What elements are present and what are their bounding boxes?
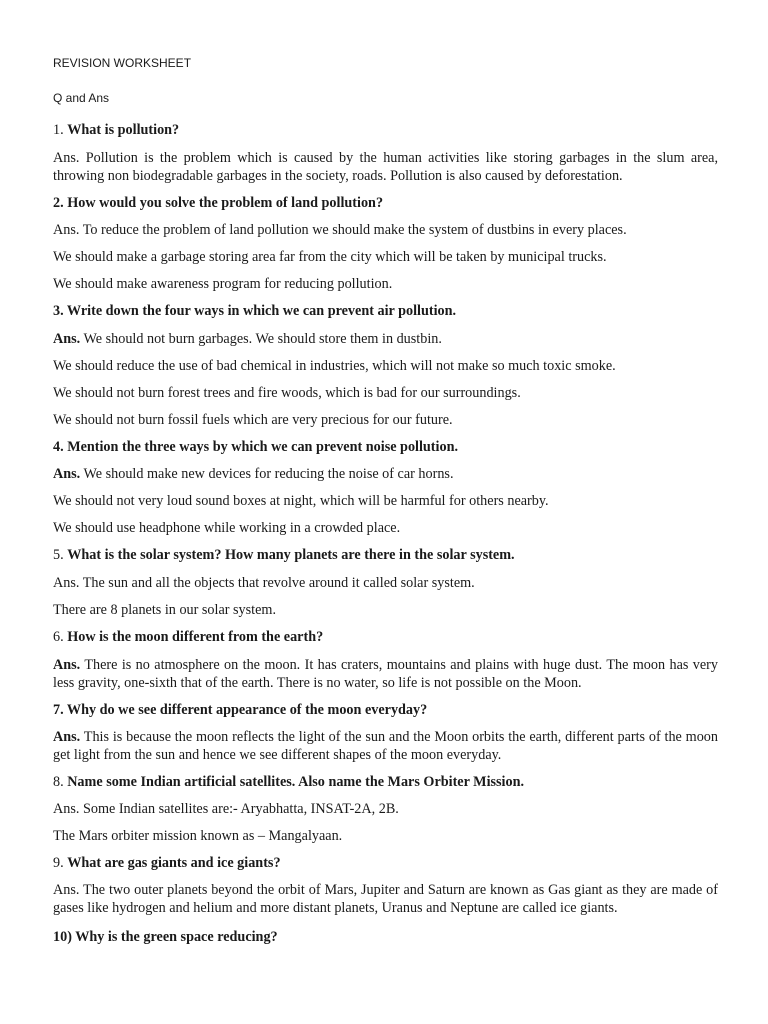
answer-line: The Mars orbiter mission known as – Mangalyaan. (53, 828, 343, 844)
question-5 (53, 546, 515, 564)
answer-line: Ans. The sun and all the objects that revolve around it called solar system. (53, 575, 475, 591)
question-number: 5. (53, 547, 64, 563)
answer-prefix: Ans. (53, 657, 81, 673)
question-3 (53, 302, 456, 320)
question-number: 6. (53, 629, 64, 645)
answer-line: Ans. Some Indian satellites are:- Aryabhatta, INSAT-2A, 2B. (53, 801, 399, 817)
answer-text: There is no atmosphere on the moon. It has craters, mountains and plains with huge dust. The moon has very less gravity, one-sixth that of the earth. There is no water, so life is not possible on the Moon. (53, 657, 718, 691)
answer-line: We should make a garbage storing area far from the city which will be taken by municipal trucks. (53, 249, 607, 265)
worksheet-subtitle: Q and Ans (53, 91, 110, 105)
question-2 (53, 194, 383, 212)
answer-line (53, 465, 454, 483)
answer-text: We should make new devices for reducing the noise of car horns. (80, 466, 454, 482)
question-6 (53, 628, 323, 646)
worksheet-title: REVISION WORKSHEET (53, 56, 192, 70)
question-1 (53, 121, 179, 139)
answer-text: This is because the moon reflects the light of the sun and the Moon orbits the earth, different parts of the moon get light from the sun and hence we see different shapes of the moon everyday. (53, 729, 718, 763)
question-number: 9. (53, 855, 64, 871)
answer-line: We should make awareness program for reducing pollution. (53, 276, 393, 292)
answer-line (53, 330, 442, 348)
question-text: 2. How would you solve the problem of land pollution? (53, 195, 384, 211)
question-text: How is the moon different from the earth? (67, 629, 324, 645)
question-10 (53, 928, 278, 946)
answer-prefix: Ans. (53, 331, 81, 347)
question-number: 1. (53, 122, 64, 138)
answer-prefix: Ans. (53, 466, 81, 482)
question-number: 8. (53, 774, 64, 790)
answer-7 (53, 728, 718, 764)
question-text: What is pollution? (67, 122, 180, 138)
answer-line: We should not very loud sound boxes at night, which will be harmful for others nearby. (53, 493, 549, 509)
answer-line: We should not burn forest trees and fire woods, which is bad for our surroundings. (53, 385, 521, 401)
question-7 (53, 701, 427, 719)
answer-prefix: Ans. (53, 729, 81, 745)
question-text: 7. Why do we see different appearance of the moon everyday? (53, 702, 428, 718)
answer-6 (53, 656, 718, 692)
question-text: 3. Write down the four ways in which we can prevent air pollution. (53, 303, 457, 319)
question-text: 4. Mention the three ways by which we can prevent noise pollution. (53, 439, 459, 455)
question-text: Name some Indian artificial satellites. Also name the Mars Orbiter Mission. (67, 774, 525, 790)
question-4 (53, 438, 458, 456)
answer-1: Ans. Pollution is the problem which is caused by the human activities like storing garbages in the slum area, throwing non biodegradable garbages in the society, roads. Pollution is also caused by deforestation. (53, 150, 718, 184)
question-8 (53, 773, 524, 791)
question-9 (53, 854, 281, 872)
question-text: 10) Why is the green space reducing? (53, 929, 278, 945)
answer-line: There are 8 planets in our solar system. (53, 602, 276, 618)
question-text: What are gas giants and ice giants? (67, 855, 281, 871)
answer-line: We should use headphone while working in a crowded place. (53, 520, 401, 536)
answer-text: We should not burn garbages. We should store them in dustbin. (80, 331, 442, 347)
answer-9: Ans. The two outer planets beyond the orbit of Mars, Jupiter and Saturn are known as Gas giant as they are made of gases like hydrogen and helium and more distant planets, Uranus and Neptune are called ice giants. (53, 882, 718, 916)
answer-line: Ans. To reduce the problem of land pollution we should make the system of dustbins in every places. (53, 222, 627, 238)
answer-line: We should reduce the use of bad chemical in industries, which will not make so much toxic smoke. (53, 358, 616, 374)
question-text: What is the solar system? How many planets are there in the solar system. (67, 547, 515, 563)
answer-line: We should not burn fossil fuels which are very precious for our future. (53, 412, 453, 428)
